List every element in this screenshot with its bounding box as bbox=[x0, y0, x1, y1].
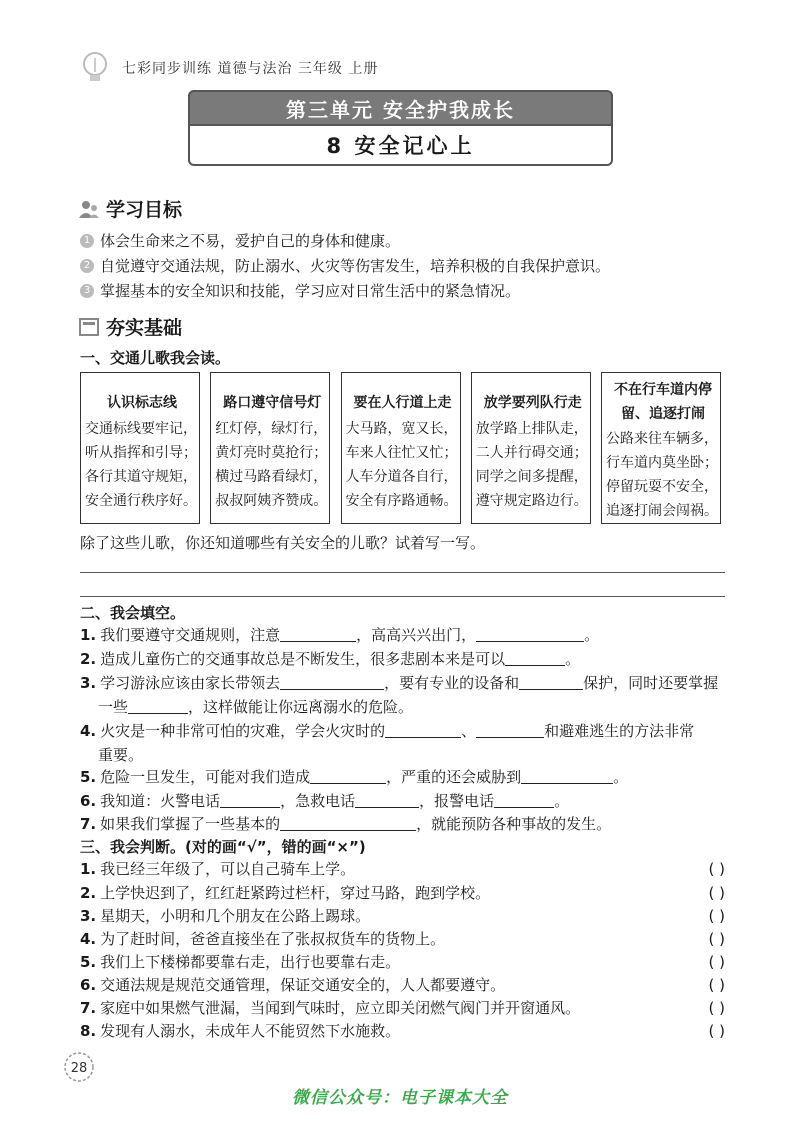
judge-item: 4. 为了赶时间，爸爸直接坐在了张叔叔货车的货物上。 ( ) bbox=[80, 930, 725, 948]
answer-paren[interactable]: ( ) bbox=[708, 1022, 725, 1040]
rhyme-card: 要在人行道上走 大马路，宽又长， 车来人往忙又忙； 人车分道各自行， 安全有序路通畅。 bbox=[341, 372, 461, 524]
answer-blank[interactable] bbox=[280, 673, 384, 690]
judge-item: 7. 家庭中如果燃气泄漏，当闻到气味时，应立即关闭燃气阀门并开窗通风。 ( ) bbox=[80, 999, 725, 1017]
lesson-title: 8 安全记心上 bbox=[188, 126, 613, 166]
page-number-badge bbox=[62, 1048, 100, 1086]
q1-title: 一、交通儿歌我会读。 bbox=[80, 349, 231, 367]
answer-blank[interactable] bbox=[220, 791, 280, 808]
answer-paren[interactable]: ( ) bbox=[708, 930, 725, 948]
rhyme-card: 不在行车道内停 留、追逐打闹 公路来往车辆多， 行车道内莫坐卧； 停留玩耍不安全， 追逐打闹会闯祸。 bbox=[601, 372, 721, 524]
goal-item: 3 掌握基本的安全知识和技能，学习应对日常生活中的紧急情况。 bbox=[80, 280, 520, 301]
judge-item: 8. 发现有人溺水，未成年人不能贸然下水施救。 ( ) bbox=[80, 1022, 725, 1040]
fill-item: 7. 如果我们掌握了一些基本的 ，就能预防各种事故的发生。 bbox=[80, 815, 612, 833]
page-number: 28 bbox=[70, 1061, 88, 1076]
judge-item: 5. 我们上下楼梯都要靠右走，出行也要靠右走。 ( ) bbox=[80, 953, 725, 971]
fill-item: 5. 危险一旦发生，可能对我们造成 ，严重的还会威胁到 。 bbox=[80, 768, 629, 786]
answer-line[interactable] bbox=[80, 572, 725, 573]
answer-paren[interactable]: ( ) bbox=[708, 999, 725, 1017]
judge-item: 3. 星期天，小明和几个朋友在公路上踢球。 ( ) bbox=[80, 907, 725, 925]
fill-item: 2. 造成儿童伤亡的交通事故总是不断发生，很多悲剧本来是可以 。 bbox=[80, 650, 581, 668]
goals-heading: 学习目标 bbox=[78, 195, 182, 222]
judge-item: 1. 我已经三年级了，可以自己骑车上学。 ( ) bbox=[80, 860, 725, 878]
basics-heading: 夯实基础 bbox=[78, 313, 182, 340]
rhyme-card: 认识标志线 交通标线要牢记， 听从指挥和引导； 各行其道守规矩， 安全通行秩序好。 bbox=[80, 372, 200, 524]
book-icon bbox=[78, 317, 100, 337]
answer-paren[interactable]: ( ) bbox=[708, 907, 725, 925]
fill-item: 一些 ，这样做能让你远离溺水的危险。 bbox=[98, 698, 414, 716]
rhyme-card: 放学要列队行走 放学路上排队走， 二人并行碍交通； 同学之间多提醒， 遵守规定路边行。 bbox=[471, 372, 591, 524]
fill-item: 1. 我们要遵守交通规则，注意 ，高高兴兴出门， 。 bbox=[80, 626, 600, 644]
footer-watermark: 微信公众号：电子课本大全 bbox=[292, 1088, 508, 1108]
people-icon bbox=[78, 199, 100, 219]
answer-blank[interactable] bbox=[476, 625, 584, 642]
fill-item: 4. 火灾是一种非常可怕的灾难，学会火灾时的 、 和避难逃生的方法非常 bbox=[80, 722, 695, 740]
q1-prompt: 除了这些儿歌，你还知道哪些有关安全的儿歌？试着写一写。 bbox=[80, 534, 486, 552]
answer-blank[interactable] bbox=[521, 767, 613, 784]
lightbulb-icon bbox=[78, 50, 112, 86]
answer-blank[interactable] bbox=[519, 673, 583, 690]
fill-item: 重要。 bbox=[98, 746, 144, 764]
answer-blank[interactable] bbox=[310, 767, 386, 784]
answer-line[interactable] bbox=[80, 596, 725, 597]
answer-paren[interactable]: ( ) bbox=[708, 884, 725, 902]
answer-blank[interactable] bbox=[494, 791, 554, 808]
q3-title: 三、我会判断。(对的画“√”，错的画“×”) bbox=[80, 838, 366, 856]
header-text: 七彩同步训练 道德与法治 三年级 上册 bbox=[122, 61, 379, 77]
fill-item: 3. 学习游泳应该由家长带领去 ，要有专业的设备和 保护，同时还要掌握 bbox=[80, 674, 719, 692]
answer-blank[interactable] bbox=[476, 721, 544, 738]
answer-blank[interactable] bbox=[280, 814, 416, 831]
judge-item: 2. 上学快迟到了，红红赶紧跨过栏杆，穿过马路，跑到学校。 ( ) bbox=[80, 884, 725, 902]
page-header bbox=[78, 50, 378, 86]
rhyme-row bbox=[80, 372, 721, 524]
answer-paren[interactable]: ( ) bbox=[708, 976, 725, 994]
unit-title-box bbox=[188, 90, 613, 166]
q2-title: 二、我会填空。 bbox=[80, 604, 186, 622]
fill-item: 6. 我知道：火警电话 ，急救电话 ，报警电话 。 bbox=[80, 792, 570, 810]
answer-paren[interactable]: ( ) bbox=[708, 860, 725, 878]
answer-blank[interactable] bbox=[385, 721, 461, 738]
answer-blank[interactable] bbox=[280, 625, 356, 642]
goal-item: 1 体会生命来之不易，爱护自己的身体和健康。 bbox=[80, 230, 400, 251]
answer-blank[interactable] bbox=[505, 649, 565, 666]
answer-paren[interactable]: ( ) bbox=[708, 953, 725, 971]
goal-item: 2 自觉遵守交通法规，防止溺水、火灾等伤害发生，培养积极的自我保护意识。 bbox=[80, 255, 610, 276]
answer-blank[interactable] bbox=[128, 697, 188, 714]
rhyme-card: 路口遵守信号灯 红灯停，绿灯行， 黄灯亮时莫抢行； 横过马路看绿灯， 叔叔阿姨齐赞成。 bbox=[210, 372, 330, 524]
answer-blank[interactable] bbox=[355, 791, 419, 808]
unit-title: 第三单元 安全护我成长 bbox=[188, 90, 613, 126]
judge-item: 6. 交通法规是规范交通管理，保证交通安全的，人人都要遵守。 ( ) bbox=[80, 976, 725, 994]
